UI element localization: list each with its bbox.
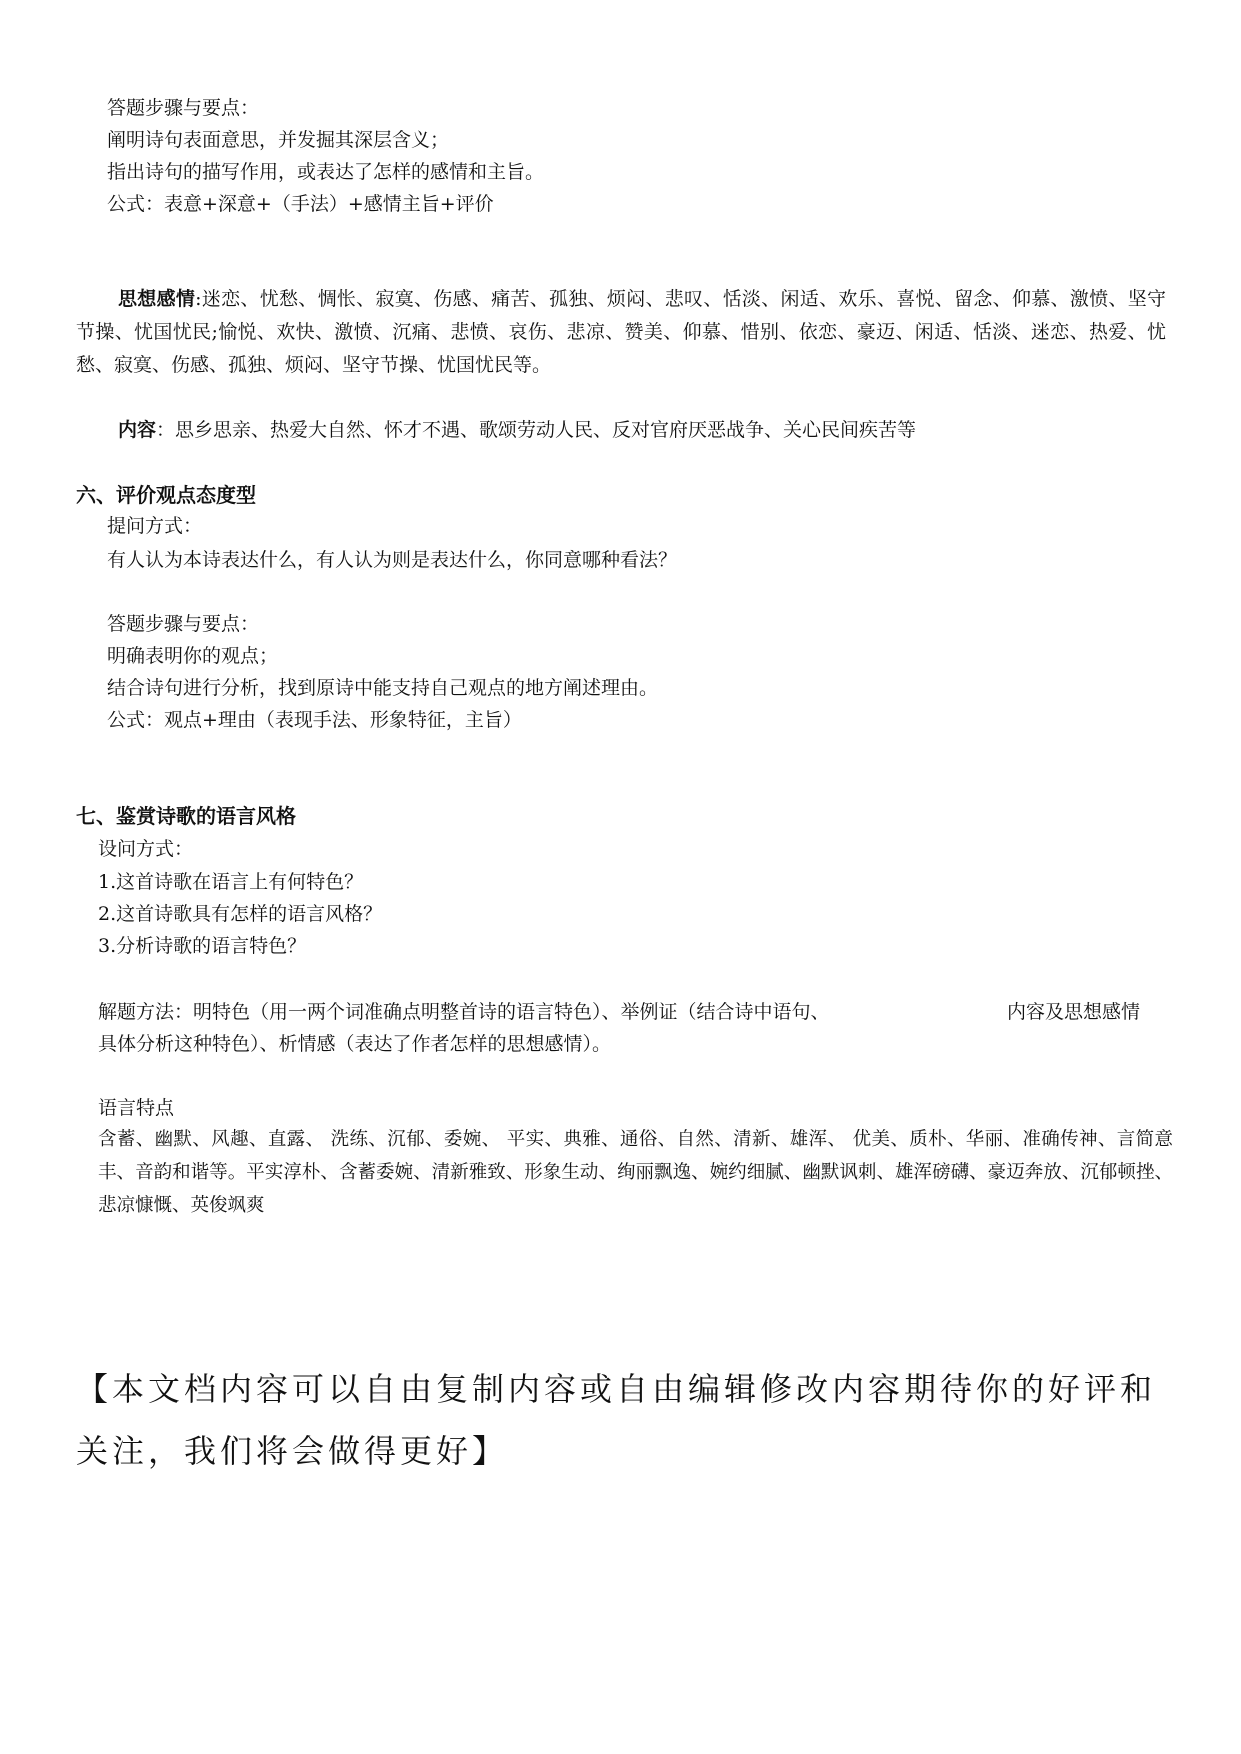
content-paragraph <box>118 418 916 442</box>
question-item: 1.这首诗歌在语言上有何特色？ <box>98 871 364 893</box>
step-item: 明确表明你的观点； <box>107 645 279 667</box>
step-item: 阐明诗句表面意思，并发掘其深层含义； <box>107 129 450 151</box>
ask-title: 提问方式： <box>107 515 203 537</box>
features-text: 含蓄、幽默、风趣、直露、 洗练、沉郁、委婉、 平实、典雅、通俗、自然、清新、雄浑、 优美、质朴、华丽、准确传神、言简意丰、音韵和谐等。平实淳朴、含蓄委婉、清新雅致、形象生动、绚丽飘逸、婉约细腻、幽默讽刺、雄浑磅礴、豪迈奔放、沉郁顿挫、悲凉慷慨、英俊飒爽 <box>98 1129 1173 1216</box>
ask-text: 有人认为本诗表达什么，有人认为则是表达什么，你同意哪种看法？ <box>107 549 678 571</box>
emotions-label: 思想感情 <box>118 288 196 310</box>
question-item: 2.这首诗歌具有怎样的语言风格？ <box>98 903 383 925</box>
content-text: ：思乡思亲、热爱大自然、怀才不遇、歌颂劳动人民、反对官府厌恶战争、关心民间疾苦等 <box>156 419 917 441</box>
features-title: 语言特点 <box>98 1097 175 1119</box>
section-heading: 六、评价观点态度型 <box>76 483 256 507</box>
step-item: 指出诗句的描写作用，或表达了怎样的感情和主旨。 <box>107 161 545 183</box>
method-line: 内容及思想感情 <box>1007 1001 1141 1023</box>
formula-line: 公式：观点+理由（表现手法、形象特征，主旨） <box>107 709 522 731</box>
emotions-text: :迷恋、忧愁、惆怅、寂寞、伤感、痛苦、孤独、烦闷、悲叹、恬淡、闲适、欢乐、喜悦、留念、仰慕、激愤、坚守节操、忧国忧民;愉悦、欢快、激愤、沉痛、悲愤、哀伤、悲凉、赞美、仰慕、惜别、依恋、豪迈、闲适、恬淡、迷恋、热爱、忧愁、寂寞、伤感、孤独、烦闷、坚守节操、忧国忧民等。 <box>76 288 1166 376</box>
steps-title: 答题步骤与要点： <box>107 97 260 119</box>
steps-title: 答题步骤与要点： <box>107 613 260 635</box>
emotions-paragraph <box>76 283 1166 382</box>
ask-title: 设问方式： <box>98 838 194 860</box>
footer-note: 【本文档内容可以自由复制内容或自由编辑修改内容期待你的好评和关注，我们将会做得更好】 <box>76 1370 1157 1470</box>
content-label: 内容 <box>118 419 157 441</box>
section-heading: 七、鉴赏诗歌的语言风格 <box>76 804 296 828</box>
method-line: 具体分析这种特色）、析情感（表达了作者怎样的思想感情）。 <box>98 1033 612 1055</box>
question-item: 3.分析诗歌的语言特色？ <box>98 935 307 957</box>
step-item: 结合诗句进行分析，找到原诗中能支持自己观点的地方阐述理由。 <box>107 677 659 699</box>
formula-line: 公式：表意+深意+（手法）+感情主旨+评价 <box>107 193 494 215</box>
method-line: 解题方法：明特色（用一两个词准确点明整首诗的语言特色）、举例证（结合诗中语句、 <box>98 1001 830 1023</box>
